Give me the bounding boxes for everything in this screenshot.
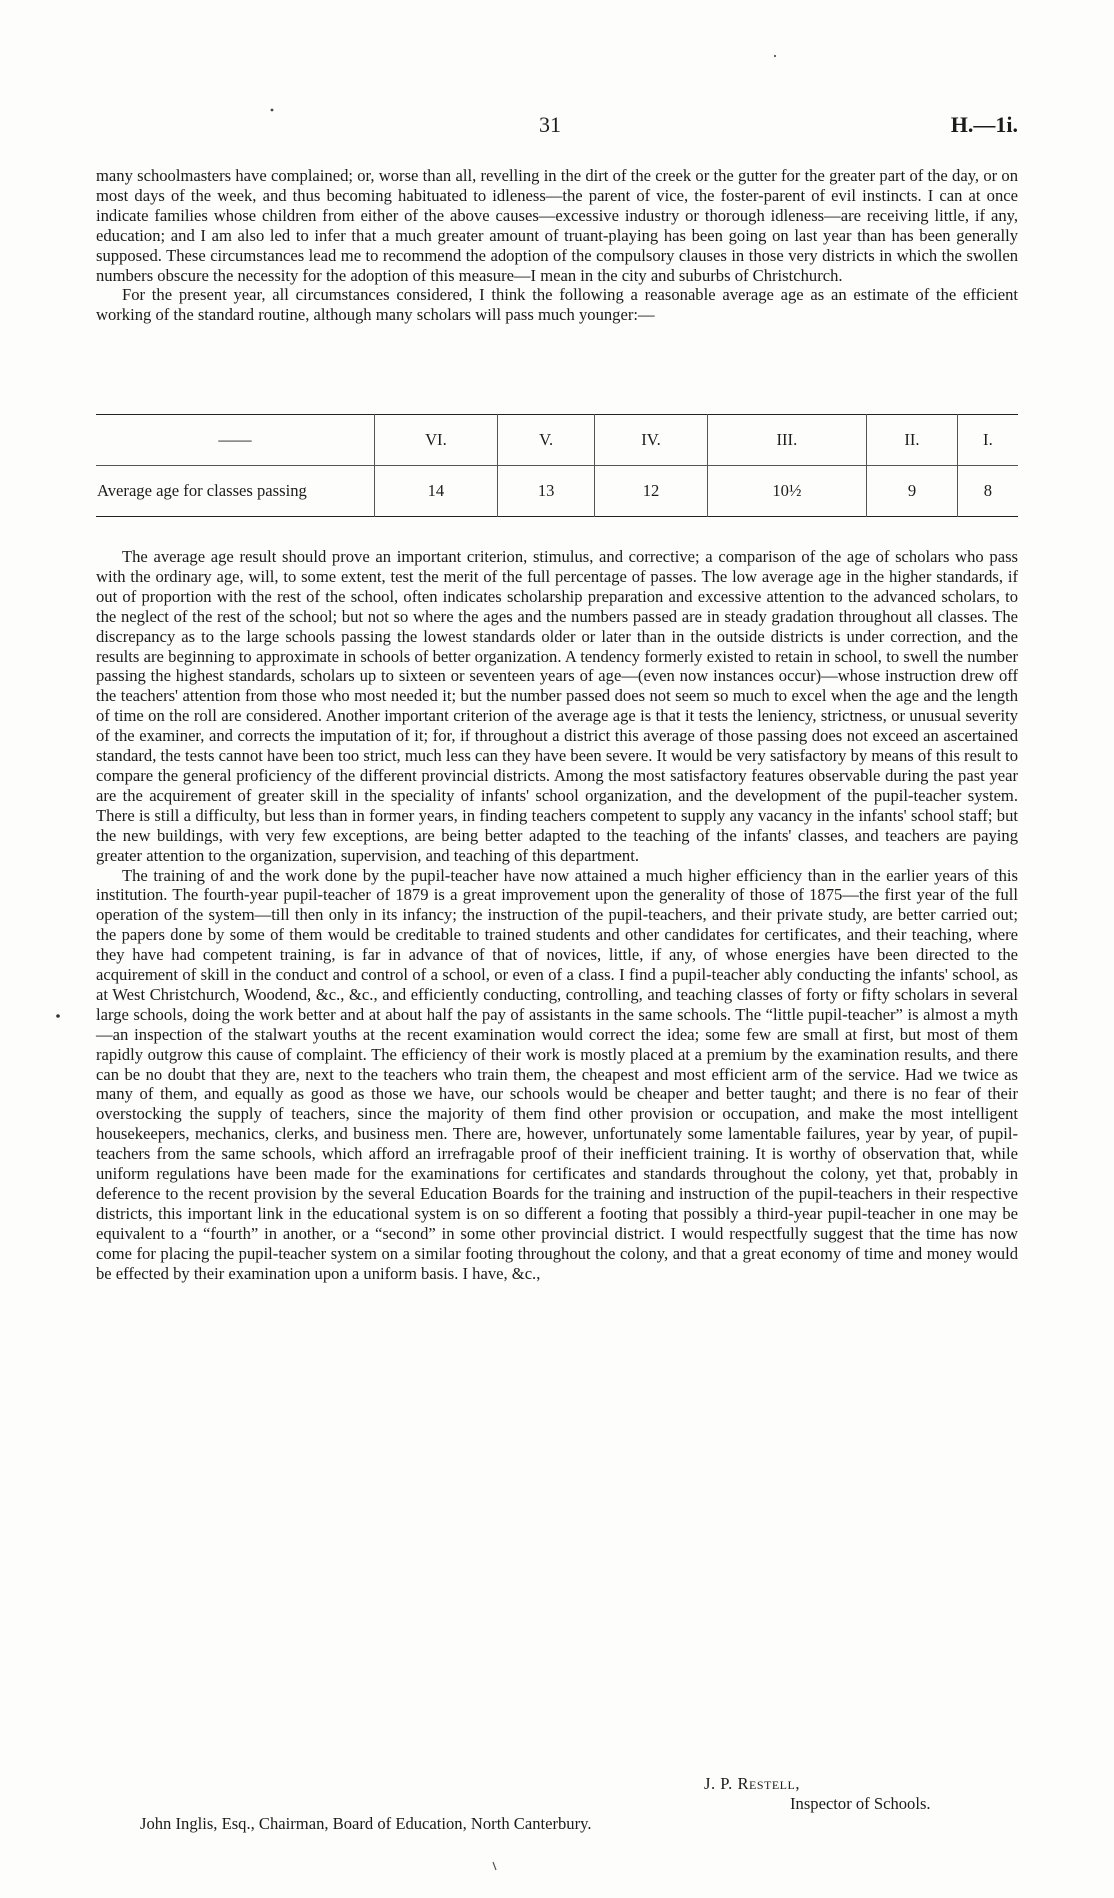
speck-mark: [493, 1862, 496, 1870]
speck-mark: [56, 1014, 60, 1018]
speck-mark: [271, 109, 274, 112]
signatory-name: J. P. Restell,: [704, 1774, 800, 1793]
paragraph: The training of and the work done by the pupil-teacher have now attained a much higher efficiency than in the earlier years of this institution. The fourth-year pupil-teacher of 1879 is a great improvement upon the generality of those of 1875—the first year of the full operation of the system—till then only in its infancy; the instruction of the pupil-teachers, and their private study, are better carried out; the papers done by some of them would be creditable to trained students and other candidates for certificates, and their teaching, where they have had competent training, is far in advance of that of novices, little, if any, of whose energies have been directed to the acquirement of skill in the conduct and control of a school, or even of a class. I find a pupil-teacher ably conducting the infants' school, as at West Christchurch, Woodend, &c., &c., and efficiently conducting, controlling, and teaching classes of forty or fifty scholars in several large schools, doing the work better and at about half the pay of assistants in the same schools. The “little pupil-teacher” is almost a myth—an inspection of the stalwart youths at the recent examination would correct the idea; some few are small at first, but most of them rapidly outgrow this cause of complaint. The efficiency of their work is mostly placed at a premium by the examination results, and there can be no doubt that they are, next to the teachers who train them, the cheapest and most efficient arm of the service. Had we twice as many of them, and equally as good as those we have, our schools would be cheaper and better taught; and there is no fear of their overstocking the supply of teachers, since the majority of them find other provision or occupation, and make the most intelligent housekeepers, mechanics, clerks, and business men. There are, however, unfortunately some lamentable failures, year by year, of pupil-teachers from the same schools, which afford an irrefragable proof of their inefficient training. It is worthy of observation that, while uniform regulations have been made for the examinations for certificates and standards throughout the colony, yet that, probably in deference to the recent provision by the several Education Boards for the training and instruction of the pupil-teachers in their respective districts, this important link in the educational system is on so different a footing that possibly a third-year pupil-teacher in one may be equivalent to a “fourth” in another, or a “second” in some other provincial district. I would respectfully suggest that the time has now come for placing the pupil-teacher system on a similar footing throughout the colony, and that a great economy of time and money would be effected by their examination upon a uniform basis. I have, &c.,: [96, 865, 1018, 1283]
column-header: IV.: [595, 415, 707, 466]
row-label: Average age for classes passing: [97, 481, 307, 500]
average-age-table: [96, 414, 1018, 517]
paragraph: The average age result should prove an important criterion, stimulus, and corrective; a comparison of the age of scholars who pass with the ordinary age, will, to some extent, test the merit of the full percentage of passes. The low average age in the higher standards, if out of proportion with the rest of the school, often indicates scholarship preparation and excessive attention to the advanced scholars, to the neglect of the rest of the school; but not so where the ages and the numbers passed are in steady gradation throughout all classes. The discrepancy as to the large schools passing the lowest standards older or later than in the outside districts is under correction, and the results are beginning to approximate in schools of better organization. A tendency formerly existed to retain in school, to swell the number passing the highest standards, scholars up to sixteen or seventeen years of age—(even now instances occur)—whose instruction drew off the teachers' attention from those who most needed it; but the number passed does not seem so much to excel when the age and the length of time on the roll are considered. Another important criterion of the average age is that it tests the leniency, strictness, or unusual severity of the examiner, and corrects the imputation of it; for, if throughout a district this average of those passing does not exceed an ascertained standard, the tests cannot have been too strict, much less can they have been severe. It would be very satisfactory by means of this result to compare the general proficiency of the different provincial districts. Among the most satisfactory features observable during the past year are the acquirement of greater skill in the speciality of infants' school organization, and the development of the pupil-teacher system. There is still a difficulty, but less than in former years, in finding teachers competent to supply any vacancy in the infants' school staff; but the new buildings, with very few exceptions, are being better adapted to the teaching of the infants' classes, and teachers are paying greater attention to the organization, supervision, and teaching of this department.: [96, 547, 1018, 865]
table-row: [96, 466, 1018, 517]
body-text-bottom: [96, 547, 1018, 1284]
table-cell: 9: [867, 466, 958, 517]
table-cell: 14: [375, 466, 498, 517]
report-reference: H.—1i.: [950, 112, 1018, 137]
column-header: III.: [707, 415, 867, 466]
column-header: II.: [867, 415, 958, 466]
paragraph: For the present year, all circumstances considered, I think the following a reasonable average age as an estimate of the efficient working of the standard routine, although many scholars will pass much younger:—: [96, 285, 1018, 325]
table-cell: 13: [497, 466, 595, 517]
column-header: I.: [957, 415, 1018, 466]
table-cell: 8: [957, 466, 1018, 517]
table-corner-cell: ——: [96, 415, 375, 466]
column-header: VI.: [375, 415, 498, 466]
column-header: V.: [497, 415, 595, 466]
speck-mark: [774, 55, 776, 57]
table-header-row: [96, 415, 1018, 466]
table-cell: 12: [595, 466, 707, 517]
paragraph: many schoolmasters have complained; or, worse than all, revelling in the dirt of the creek or the gutter for the greater part of the day, or on most days of the week, and thus becoming habituated to idleness—the parent of vice, the foster-parent of evil instincts. I can at once indicate families whose children from either of the above causes—excessive industry or thorough idleness—are receiving little, if any, education; and I am also led to infer that a much greater amount of truant-playing has been going on last year than has been generally supposed. These circumstances lead me to recommend the adoption of the compulsory clauses in those very districts in which the swollen numbers obscure the necessity for the adoption of this measure—I mean in the city and suburbs of Christchurch.: [96, 166, 1018, 285]
signatory-title: Inspector of Schools.: [790, 1794, 931, 1813]
body-text-top: [96, 166, 1018, 325]
table-cell: 10½: [707, 466, 867, 517]
page-number: 31: [539, 112, 561, 137]
addressee: John Inglis, Esq., Chairman, Board of Education, North Canterbury.: [140, 1814, 592, 1833]
